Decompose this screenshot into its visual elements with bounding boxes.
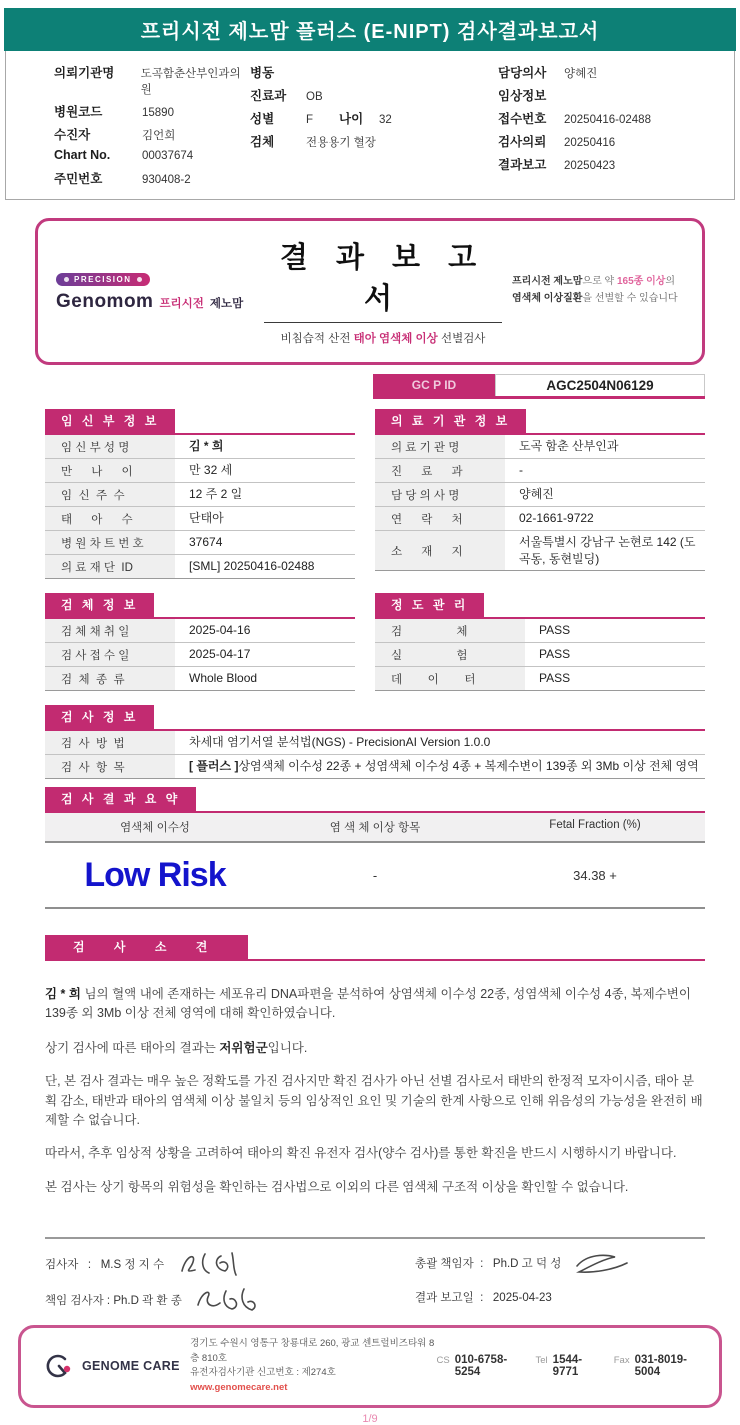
signature-line — [415, 1249, 705, 1277]
field-label: 나이 — [339, 111, 364, 126]
findings-paragraph: 본 검사는 상기 항목의 위험성을 확인하는 검사법으로 이외의 다른 염색체 구조적 이상을 확인할 수 없습니다. — [45, 1179, 629, 1194]
director-signature — [571, 1250, 635, 1276]
report-subtitle — [254, 330, 512, 346]
field-label: 진료과 — [250, 88, 287, 103]
row-value: PASS — [539, 623, 571, 638]
test-info-table — [45, 705, 705, 779]
table-row — [375, 667, 705, 691]
fax-number: 031-8019-5004 — [634, 1354, 688, 1379]
summary-col-header: Fetal Fraction (%) — [549, 819, 641, 831]
gcpid-box — [373, 374, 705, 399]
row-label: 검 사 방 법 — [45, 731, 175, 754]
field-row — [498, 155, 724, 173]
findings-paragraph — [45, 1039, 705, 1058]
field-row — [250, 109, 498, 127]
field-row — [54, 125, 250, 143]
findings-section — [45, 935, 705, 1197]
table-row — [45, 555, 355, 579]
title-underline — [264, 322, 502, 323]
footer-card — [18, 1325, 722, 1408]
summary-value-row — [45, 843, 705, 909]
row-label: 의 료 기 관 명 — [375, 435, 505, 458]
row-value: 양혜진 — [519, 487, 554, 502]
chief-tester-signature — [192, 1285, 262, 1315]
patient-header-box — [5, 51, 735, 200]
row-value: - — [519, 463, 523, 478]
field-value: 전용용기 혈장 — [306, 136, 376, 149]
paragraph-text: 님의 혈액 내에 존재하는 세포유리 DNA파편을 분석하여 상염색체 이수성 22종, 성염색체 이수성 4종, 복제수변이 139종 외 3Mb 이상 전체 영역에 대해 확인하였습니다. — [45, 987, 691, 1021]
tester-signature — [174, 1249, 246, 1279]
brand-kr-dark: 제노맘 — [209, 297, 244, 310]
row-label: 소 재 지 — [375, 531, 505, 570]
field-value: 김언희 — [142, 129, 176, 142]
row-value: 37674 — [189, 535, 223, 550]
section-header — [45, 409, 355, 435]
signature-col-right — [415, 1249, 705, 1315]
patient-name-bold: 김 * 희 — [45, 987, 81, 1001]
plus-tag: [ 플러스 ] — [189, 759, 239, 774]
chief-tester-label: 책임 검사자 : Ph.D 곽 환 종 — [45, 1295, 182, 1307]
note-bold: 프리시전 제노맘 — [512, 276, 583, 287]
field-label: 의뢰기관명 — [54, 65, 115, 80]
cs-label: CS — [436, 1355, 450, 1367]
note-text: 의 — [665, 276, 676, 287]
findings-paragraph: 단, 본 검사 결과는 매우 높은 정확도를 가진 검사지만 확진 검사가 아닌 선별 검사로서 태반의 한정적 모자이시즘, 태아 분획 감소, 태반과 태아의 염색체 이상 불일치 등의 임상적인 요인 및 기술의 한계 사항으로 인해 위음성의 가능성을 완전히 배제할 수 없습니다. — [45, 1074, 703, 1127]
row-value: 도곡 함춘 산부인과 — [519, 439, 619, 454]
row-value: 12 주 2 일 — [189, 487, 243, 502]
patient-col-1 — [54, 60, 250, 189]
note-pink: 165종 이상 — [616, 276, 666, 287]
result-report-card — [35, 218, 705, 365]
row-label: 의 료 재 단 ID — [45, 555, 175, 578]
field-label: 병원코드 — [54, 104, 103, 119]
field-label: Chart No. — [54, 147, 111, 162]
table-row — [45, 731, 705, 755]
fetal-fraction-value: 34.38 + — [573, 867, 617, 883]
table-row — [375, 483, 705, 507]
row-label: 검 체 종 류 — [45, 667, 175, 690]
genomom-logo-text: Genomom — [56, 290, 154, 312]
footer-contacts — [437, 1354, 699, 1378]
section-header — [45, 787, 705, 813]
field-label: 결과보고 — [498, 157, 547, 172]
field-value: 20250416 — [564, 136, 616, 149]
tel-contact — [536, 1354, 598, 1378]
row-value: 2025-04-17 — [189, 647, 251, 662]
row-label: 연 락 처 — [375, 507, 505, 530]
field-label: 검체 — [250, 134, 275, 149]
table-row — [45, 459, 355, 483]
row-label: 만 나 이 — [45, 459, 175, 482]
note-text: 으로 약 — [582, 276, 617, 287]
signature-line — [45, 1285, 415, 1315]
report-title-bar — [4, 8, 736, 51]
signature-line — [45, 1249, 415, 1279]
section-header — [45, 705, 705, 731]
subtitle-pre: 비침습적 산전 — [280, 333, 354, 345]
section-badge: 검 사 결 과 요 약 — [45, 787, 196, 811]
patient-col-3 — [498, 60, 724, 189]
footer-address-block — [190, 1337, 436, 1396]
table-row — [45, 643, 355, 667]
field-value: 930408-2 — [142, 173, 191, 186]
aneuploidy-result: Low Risk — [84, 855, 226, 894]
table-row — [375, 435, 705, 459]
note-bold: 염색체 이상질환 — [512, 292, 583, 304]
field-row — [498, 63, 724, 81]
footer-website: www.genomecare.net — [190, 1382, 288, 1394]
field-row — [250, 132, 498, 150]
field-label: 담당의사 — [498, 65, 547, 80]
cs-number: 010-6758-5254 — [454, 1354, 508, 1379]
row-value: [SML] 20250416-02488 — [189, 559, 315, 574]
footer-address-line2: 유전자검사기관 신고번호 : 제274호 — [190, 1367, 336, 1379]
section-badge: 검 체 정 보 — [45, 593, 154, 617]
section-badge: 의 료 기 관 정 보 — [375, 409, 526, 433]
signature-col-left — [45, 1249, 415, 1315]
field-label: 검사의뢰 — [498, 134, 547, 149]
page-number: 1/9 — [362, 1412, 378, 1425]
row-value: 단태아 — [189, 511, 224, 526]
report-card-center — [254, 235, 512, 346]
row-label: 임 신 부 성 명 — [45, 435, 175, 458]
genome-care-logo-text: GENOME CARE — [82, 1359, 180, 1374]
qc-table — [375, 593, 705, 691]
section-badge: 검 사 소 견 — [45, 935, 248, 959]
field-row — [54, 63, 250, 97]
row-label: 검 사 항 목 — [45, 755, 175, 778]
row-value — [175, 435, 355, 458]
section-badge: 임 신 부 정 보 — [45, 409, 175, 433]
item-detail: 상염색체 이수성 22종 + 성염색체 이수성 4종 + 복제수변이 139종 외 3Mb 이상 전체 영역 — [238, 759, 699, 774]
risk-group-bold: 저위험군 — [219, 1040, 268, 1055]
field-row — [54, 102, 250, 120]
field-row — [498, 86, 724, 104]
clinic-info-table — [375, 409, 705, 571]
field-label: 성별 — [250, 111, 275, 126]
card-side-note — [512, 274, 684, 307]
mother-name: 김 * 희 — [189, 439, 224, 454]
report-date-label: 결과 보고일 : 2025-04-23 — [415, 1292, 552, 1304]
field-value: 양혜진 — [564, 67, 598, 80]
table-row — [45, 483, 355, 507]
footer-address-line1: 경기도 수원시 영통구 창룡대로 260, 광교 센트럴비즈타워 8층 810호 — [190, 1338, 435, 1364]
specimen-info-table — [45, 593, 355, 691]
row-label: 실 험 — [375, 643, 525, 666]
field-row — [498, 132, 724, 150]
section-header — [375, 409, 705, 435]
genome-care-logo — [41, 1353, 190, 1379]
table-row — [45, 435, 355, 459]
gcpid-row — [35, 374, 705, 399]
side-note-line2 — [512, 291, 684, 308]
row-label: 데 이 터 — [375, 667, 525, 690]
row-value — [175, 755, 705, 778]
subtitle-post: 선별검사 — [437, 333, 486, 345]
patient-col-2 — [250, 60, 498, 189]
cs-contact — [437, 1354, 520, 1378]
row-label: 병 원 차 트 번 호 — [45, 531, 175, 554]
subtitle-highlight: 태아 염색체 이상 — [353, 333, 438, 345]
field-value: 15890 — [142, 106, 174, 119]
dot-icon — [64, 277, 69, 282]
precision-badge-label: PRECISION — [74, 274, 132, 284]
row-value: 02-1661-9722 — [519, 511, 594, 526]
dot-icon — [137, 277, 142, 282]
row-label: 임 신 주 수 — [45, 483, 175, 506]
table-row — [375, 531, 705, 571]
section-header — [375, 593, 705, 619]
paragraph-text: 입니다. — [267, 1040, 308, 1055]
info-tables-row — [45, 409, 705, 579]
row-value: PASS — [539, 671, 571, 686]
field-label: 병동 — [250, 65, 275, 80]
row-value: 서울특별시 강남구 논현로 142 (도곡동, 동현빌딩) — [519, 535, 696, 566]
field-value: 00037674 — [142, 149, 194, 162]
row-label: 검 체 채 취 일 — [45, 619, 175, 642]
gcpid-label: GC P ID — [373, 374, 495, 396]
brand-kr-pink: 프리시전 — [159, 297, 204, 310]
row-label: 진 료 과 — [375, 459, 505, 482]
field-label: 임상정보 — [498, 88, 547, 103]
field-value: 20250423 — [564, 159, 616, 172]
row-value: PASS — [539, 647, 571, 662]
findings-paragraph — [45, 985, 705, 1024]
abnormal-item-value: - — [372, 867, 378, 883]
gcpid-value: AGC2504N06129 — [495, 374, 705, 396]
field-value: F — [306, 113, 314, 126]
row-label: 검 체 — [375, 619, 525, 642]
row-label: 검 사 접 수 일 — [45, 643, 175, 666]
result-report-title: 결 과 보 고 서 — [279, 242, 487, 315]
note-text: 을 선별할 수 있습니다 — [582, 292, 678, 304]
row-value: Whole Blood — [189, 671, 258, 686]
section-header — [45, 935, 705, 961]
field-row — [498, 109, 724, 127]
table-row — [45, 507, 355, 531]
field-label: 수진자 — [54, 127, 91, 142]
summary-col-header: 염 색 체 이상 항목 — [329, 822, 421, 834]
tester-label: 검사자 : M.S 정 지 수 — [45, 1259, 165, 1271]
table-row — [375, 643, 705, 667]
field-row — [54, 169, 250, 187]
field-label: 접수번호 — [498, 111, 547, 126]
row-label: 태 아 수 — [45, 507, 175, 530]
field-row — [54, 148, 250, 164]
tel-label: Tel — [535, 1355, 548, 1367]
table-row — [375, 507, 705, 531]
pregnant-info-table — [45, 409, 355, 579]
signature-line — [415, 1283, 705, 1311]
genomom-brand — [56, 269, 254, 313]
genome-care-logo-icon — [41, 1353, 75, 1379]
specimen-qc-row — [45, 593, 705, 691]
field-value: OB — [306, 90, 323, 103]
section-badge: 정 도 관 리 — [375, 593, 484, 617]
field-value: 도곡함춘산부인과의원 — [140, 67, 241, 96]
report-main-title: 프리시전 제노맘 플러스 (E-NIPT) 검사결과보고서 — [140, 21, 600, 43]
summary-header-row — [45, 813, 705, 843]
precision-badge — [56, 273, 150, 286]
table-row — [375, 619, 705, 643]
table-row — [45, 619, 355, 643]
result-summary-section — [45, 787, 705, 909]
report-page — [0, 8, 740, 1425]
row-label: 담 당 의 사 명 — [375, 483, 505, 506]
field-value: 32 — [379, 113, 392, 126]
paragraph-text: 상기 검사에 따른 태아의 결과는 — [45, 1040, 220, 1055]
side-note-line1 — [512, 274, 684, 291]
signature-block — [45, 1237, 705, 1315]
fax-label: Fax — [613, 1355, 630, 1367]
fax-contact — [614, 1354, 699, 1378]
table-row — [375, 459, 705, 483]
row-value: 2025-04-16 — [189, 623, 251, 638]
director-label: 총괄 책임자 : Ph.D 고 덕 성 — [415, 1258, 562, 1270]
tel-number: 1544-9771 — [552, 1354, 583, 1379]
section-header — [45, 593, 355, 619]
findings-paragraph: 따라서, 추후 임상적 상황을 고려하여 태아의 확진 유전자 검사(양수 검사)를 통한 확진을 반드시 시행하시기 바랍니다. — [45, 1146, 677, 1161]
table-row — [45, 667, 355, 691]
row-value: 차세대 염기서열 분석법(NGS) - PrecisionAI Version 1.0.0 — [189, 735, 491, 750]
row-value: 만 32 세 — [189, 463, 233, 478]
field-label: 주민번호 — [54, 171, 103, 186]
field-value: 20250416-02488 — [564, 113, 651, 126]
summary-col-header: 염색체 이수성 — [120, 822, 190, 834]
field-row — [250, 86, 498, 104]
table-row — [45, 755, 705, 779]
brand-name-line — [56, 291, 254, 313]
field-row — [250, 63, 498, 81]
section-badge: 검 사 정 보 — [45, 705, 154, 729]
table-row — [45, 531, 355, 555]
